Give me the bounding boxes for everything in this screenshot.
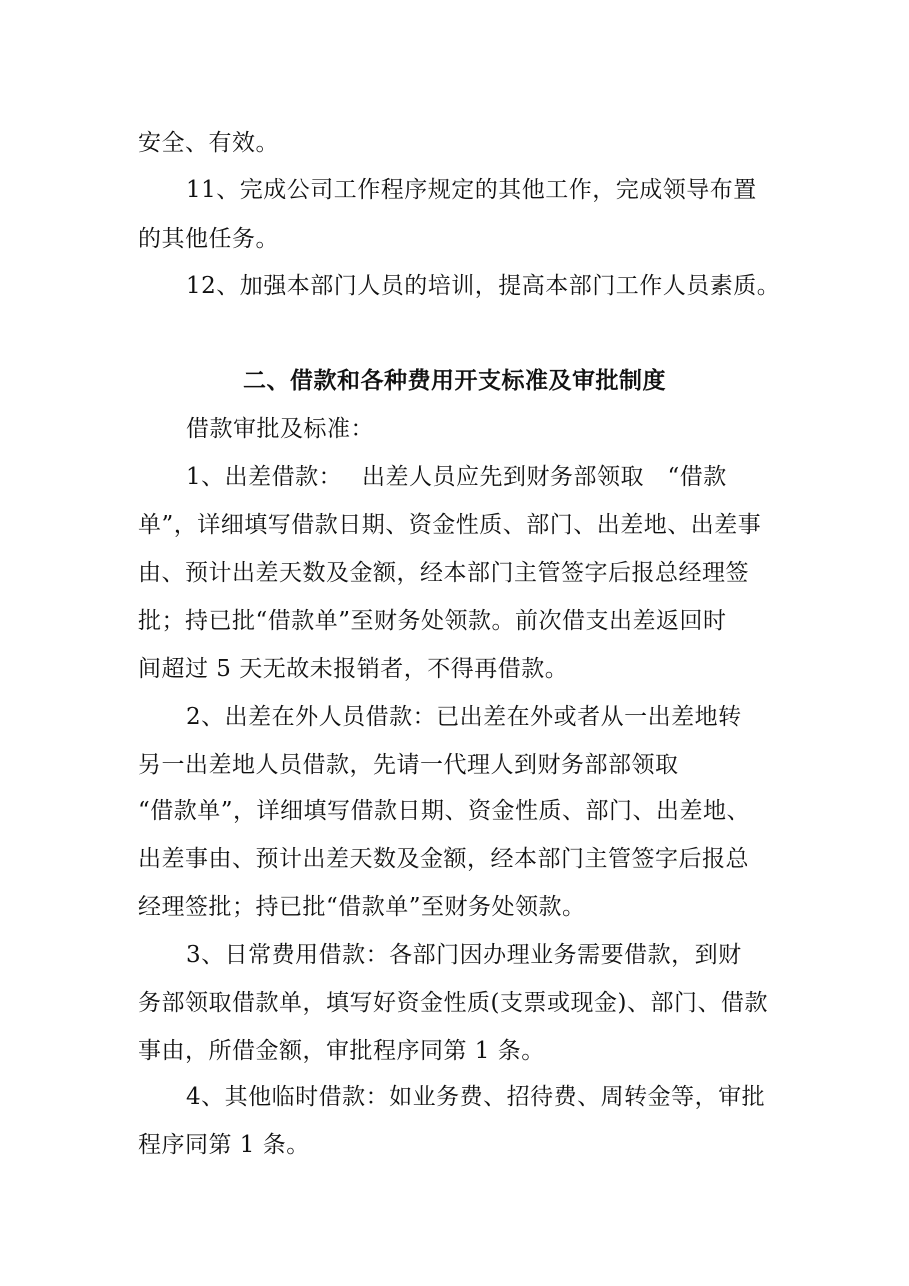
subsection-label: 借款审批及标准：	[186, 416, 374, 442]
item-11-text: 11、完成公司工作程序规定的其他工作，完成领导布置	[186, 177, 757, 203]
text-line: 由、预计出差天数及金额，经本部门主管签字后报总经理签	[138, 560, 749, 586]
text-line: 批；持已批“借款单”至财务处领款。前次借支出差返回时	[138, 608, 727, 634]
item-12-text: 12、加强本部门人员的培训，提高本部门工作人员素质。	[186, 273, 781, 299]
text-line: 间超过 5 天无故未报销者，不得再借款。	[138, 656, 569, 682]
section-heading: 二、借款和各种费用开支标准及审批制度	[243, 368, 666, 394]
text-line: “借款单”，详细填写借款日期、资金性质、部门、出差地、	[138, 798, 751, 824]
text-line: 的其他任务。	[138, 226, 279, 252]
text-line: 出差事由、预计出差天数及金额，经本部门主管签字后报总	[138, 846, 749, 872]
item-1-text: 1、出差借款： 出差人员应先到财务部领取 “借款	[186, 464, 727, 490]
text-line: 务部领取借款单，填写好资金性质(支票或现金)、部门、借款	[138, 990, 768, 1016]
text-line: 另一出差地人员借款，先请一代理人到财务部部领取	[138, 752, 679, 778]
item-3-text: 3、日常费用借款：各部门因办理业务需要借款，到财	[186, 942, 742, 968]
item-2-text: 2、出差在外人员借款：已出差在外或者从一出差地转	[186, 704, 742, 730]
text-line: 经理签批；持已批“借款单”至财务处领款。	[138, 894, 586, 920]
item-4-text: 4、其他临时借款：如业务费、招待费、周转金等，审批	[186, 1084, 766, 1110]
text-line: 安全、有效。	[138, 130, 279, 156]
text-line: 单”，详细填写借款日期、资金性质、部门、出差地、出差事	[138, 512, 762, 538]
text-line: 事由，所借金额，审批程序同第 1 条。	[138, 1038, 545, 1064]
text-line: 程序同第 1 条。	[138, 1132, 310, 1158]
